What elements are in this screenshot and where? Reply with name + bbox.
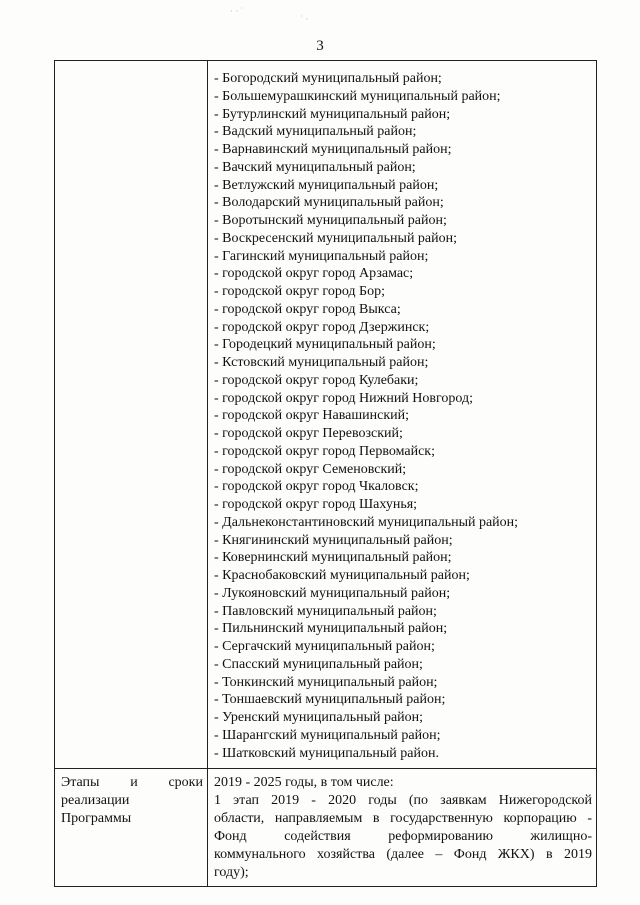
participant-item: - городской округ Семеновский; (214, 461, 407, 477)
participant-item: - Воскресенский муниципальный район; (214, 230, 458, 246)
scan-speck: ˙ · (300, 14, 309, 24)
participant-item: - Дальнеконстантиновский муниципальный район; (214, 514, 519, 530)
program-passport-table (54, 60, 597, 887)
stages-label-line: реализации (61, 793, 130, 809)
stage-text-line: области, направляемым в государственную корпорацию - (214, 811, 592, 827)
participant-item: - городской округ город Выкса; (214, 301, 401, 317)
participant-item: - Воротынский муниципальный район; (214, 213, 447, 228)
participant-item: - городской округ Навашинский; (214, 408, 410, 424)
participant-item: - Пильнинский муниципальный район; (214, 621, 448, 637)
participant-item: - городской округ город Бор; (214, 284, 385, 299)
participant-item: - городской округ Перевозский; (214, 426, 403, 441)
participants-list (214, 70, 592, 762)
stage-text-line: Фонд содействия реформированию жилищно- (214, 829, 592, 845)
stage-text-line: 2019 - 2025 годы, в том числе: (214, 775, 394, 791)
stages-label-word: Этапы (61, 775, 100, 791)
participant-item: - Варнавинский муниципальный район; (214, 142, 452, 157)
participant-item: - Тоншаевский муниципальный район; (214, 692, 446, 708)
participant-item: - Ветлужский муниципальный район; (214, 177, 439, 193)
participant-item: - Сергачский муниципальный район; (214, 639, 435, 654)
stages-row (55, 769, 597, 887)
scan-speck: · · ˙ (230, 6, 244, 16)
participant-item: - Большемурашкинский муниципальный район; (214, 88, 501, 104)
stages-label-line (61, 774, 203, 792)
participant-item: - Богородский муниципальный район; (214, 71, 442, 86)
stage-text-line: 1 этап 2019 - 2020 годы (по заявкам Нижегородской (214, 793, 592, 809)
participant-item: - городской округ город Кулебаки; (214, 372, 419, 388)
participant-item: - Кстовский муниципальный район; (214, 355, 429, 370)
stages-label-word: сроки (168, 775, 203, 791)
participant-item: - Володарский муниципальный район; (214, 195, 444, 211)
stage-text-line: году); (214, 865, 249, 881)
stages-label-line: Программы (61, 811, 132, 827)
page-number: 3 (316, 38, 324, 54)
stages-label-word: и (130, 775, 138, 791)
participant-item: - городской округ город Шахунья; (214, 497, 418, 512)
participant-item: - Краснобаковский муниципальный район; (214, 568, 470, 583)
participant-item: - Ковернинский муниципальный район; (214, 550, 452, 566)
participant-item: - Спасский муниципальный район; (214, 656, 423, 672)
participant-item: - Городецкий муниципальный район; (214, 337, 436, 353)
participant-item: - Шатковский муниципальный район. (214, 745, 439, 761)
participant-item: - городской округ город Дзержинск; (214, 319, 430, 335)
participants-list-cell (208, 61, 597, 769)
participant-item: - Княгининский муниципальный район; (214, 532, 453, 548)
participant-item: - Тонкинский муниципальный район; (214, 674, 438, 690)
participants-row (55, 61, 597, 769)
participant-item: - Шарангский муниципальный район; (214, 727, 441, 743)
participant-item: - городской округ город Первомайск; (214, 443, 435, 459)
participant-item: - городской округ город Нижний Новгород; (214, 390, 474, 406)
participant-item: - Уренский муниципальный район; (214, 710, 424, 725)
participant-item: - Вадский муниципальный район; (214, 124, 417, 140)
participant-item: - Лукояновский муниципальный район; (214, 585, 451, 601)
participant-item: - городской округ город Арзамас; (214, 266, 414, 282)
stages-text-cell (208, 769, 597, 887)
participant-item: - городской округ город Чкаловск; (214, 479, 419, 495)
stages-label-cell (55, 769, 208, 887)
participants-label-cell (55, 61, 208, 769)
participant-item: - Павловский муниципальный район; (214, 603, 437, 619)
stage-text-line: коммунального хозяйства (далее – Фонд ЖКХ) в 2019 (214, 847, 592, 863)
participant-item: - Гагинский муниципальный район; (214, 248, 429, 264)
participant-item: - Вачский муниципальный район; (214, 159, 416, 175)
participant-item: - Бутурлинский муниципальный район; (214, 106, 451, 122)
